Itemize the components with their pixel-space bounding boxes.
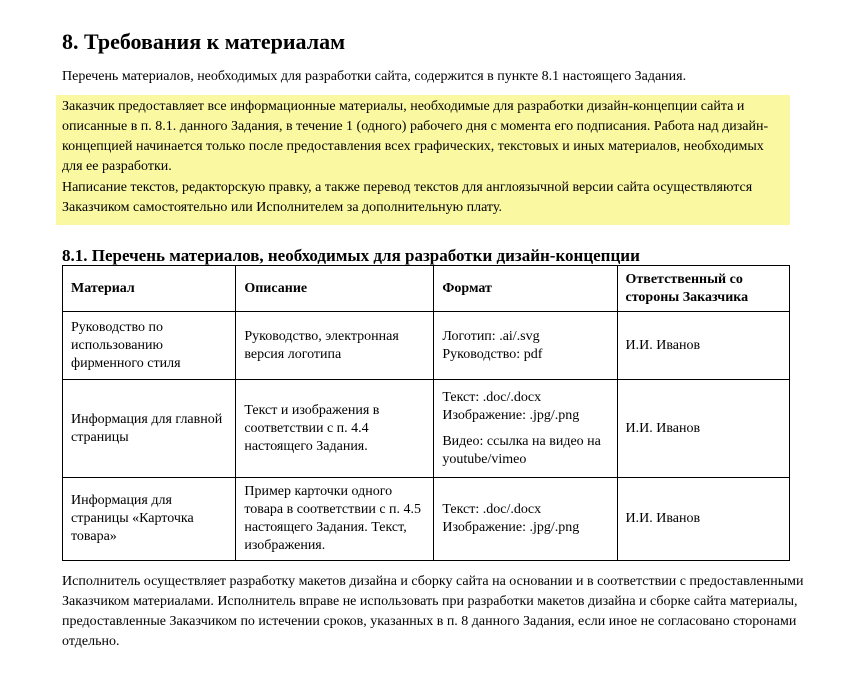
cell-responsible: И.И. Иванов [617, 380, 789, 478]
format-line: Текст: .doc/.docx [442, 389, 542, 405]
header-material: Материал [63, 266, 236, 312]
outro-paragraph: Исполнитель осуществляет разработку макетов дизайна и сборку сайта на основании и в соответствии с предоставленными Заказчиком материалами. Исполнитель вправе не использовать при разработки макетов дизайна и сборке сайта материалы, предоставленные Заказчиком по истечении сроков, указанных в п. 8 данного Задания, если иное не согласовано сторонами отдельно. [62, 574, 804, 649]
subsection-heading: 8.1. Перечень материалов, необходимых для разработки дизайн-концепции [62, 246, 640, 265]
cell-format [434, 380, 617, 478]
materials-table [62, 265, 790, 561]
header-format: Формат [434, 266, 617, 312]
cell-responsible: И.И. Иванов [617, 478, 789, 561]
cell-description: Текст и изображения в соответствии с п. 4.4 настоящего Задания. [236, 380, 434, 478]
table-row [63, 312, 790, 380]
cell-description: Пример карточки одного товара в соответствии с п. 4.5 настоящего Задания. Текст, изображения. [236, 478, 434, 561]
table-header-row [63, 266, 790, 312]
table-row [63, 380, 790, 478]
cell-format [434, 478, 617, 561]
format-line: Изображение: .jpg/.png [442, 407, 580, 423]
highlight-paragraph-2: Написание текстов, редакторскую правку, а также перевод текстов для англоязычной версии сайта осуществляются Заказчиком самостоятельно или Исполнителем за дополнительную плату. [62, 180, 753, 215]
cell-material: Информация для страницы «Карточка товара» [63, 478, 236, 561]
highlight-paragraph-1: Заказчик предоставляет все информационные материалы, необходимые для разработки дизайн-концепции сайта и описанные в п. 8.1. данного Задания, в течение 1 (одного) рабочего дня с момента его подписания. Работа над дизайн-концепцией начинается только после предоставления всех графических, текстовых и иных материалов, необходимых для ее разработки. [62, 99, 769, 174]
header-description: Описание [236, 266, 434, 312]
format-line: Текст: .doc/.docx [442, 502, 542, 517]
cell-material: Информация для главной страницы [63, 380, 236, 478]
format-line: Изображение: .jpg/.png [442, 520, 580, 535]
cell-format [434, 312, 617, 380]
section-heading: 8. Требования к материалам [62, 29, 346, 54]
format-line: Логотип: .ai/.svg [442, 328, 540, 344]
format-extra: Видео: ссылка на видео на youtube/vimeo [442, 433, 601, 467]
header-responsible: Ответственный со стороны Заказчика [617, 266, 789, 312]
cell-responsible: И.И. Иванов [617, 312, 789, 380]
cell-description: Руководство, электронная версия логотипа [236, 312, 434, 380]
intro-paragraph: Перечень материалов, необходимых для разработки сайта, содержится в пункте 8.1 настоящего Задания. [62, 69, 687, 84]
table-row [63, 478, 790, 561]
format-line: Руководство: pdf [442, 346, 543, 362]
cell-material: Руководство по использованию фирменного стиля [63, 312, 236, 380]
